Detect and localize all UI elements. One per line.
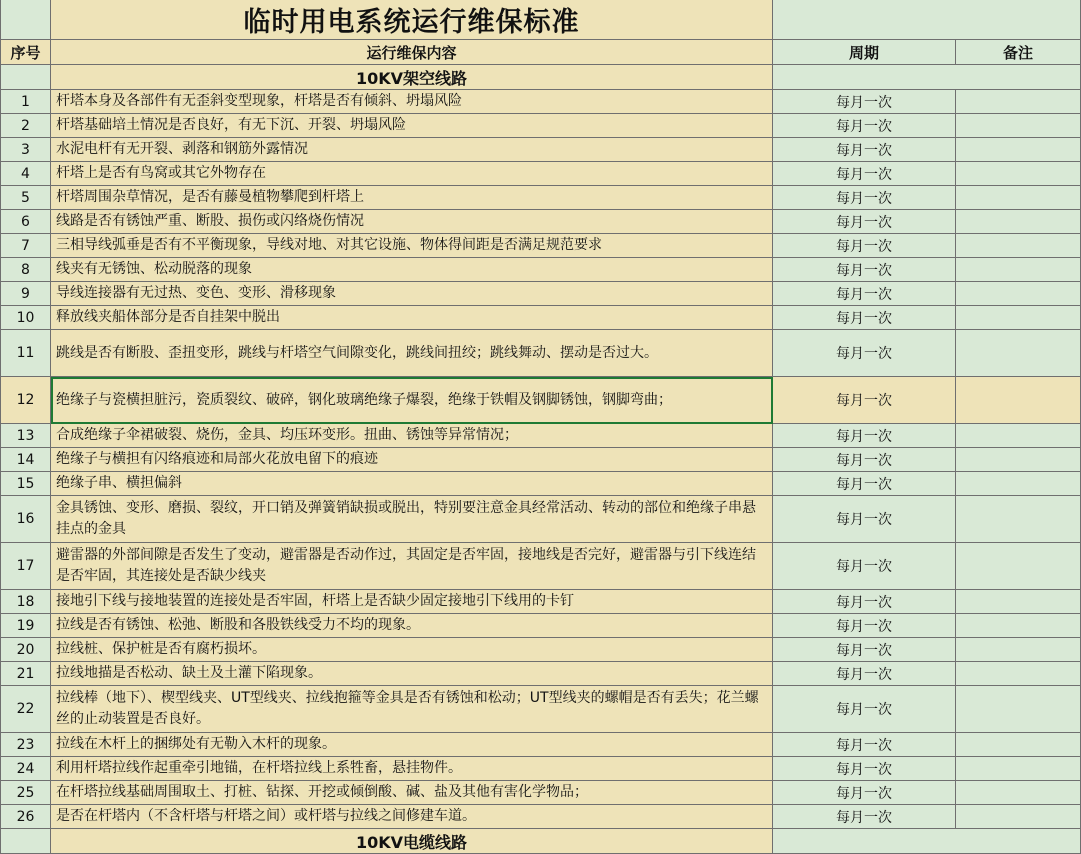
section-num-cell[interactable] bbox=[1, 829, 51, 854]
row-number-cell[interactable]: 10 bbox=[1, 306, 51, 330]
row-number-cell[interactable]: 12 bbox=[1, 377, 51, 424]
row-number-cell[interactable]: 19 bbox=[1, 614, 51, 638]
note-cell[interactable] bbox=[956, 282, 1081, 306]
note-cell[interactable] bbox=[956, 330, 1081, 377]
content-cell[interactable]: 拉线是否有锈蚀、松弛、断股和各股铁线受力不均的现象。 bbox=[51, 614, 773, 638]
row-number-cell[interactable]: 26 bbox=[1, 805, 51, 829]
period-cell[interactable]: 每月一次 bbox=[773, 258, 956, 282]
note-cell[interactable] bbox=[956, 733, 1081, 757]
table-row bbox=[1, 138, 1081, 162]
table-row bbox=[1, 496, 1081, 543]
note-cell[interactable] bbox=[956, 306, 1081, 330]
row-number-cell[interactable]: 7 bbox=[1, 234, 51, 258]
period-cell[interactable]: 每月一次 bbox=[773, 138, 956, 162]
period-cell[interactable]: 每月一次 bbox=[773, 686, 956, 733]
note-cell[interactable] bbox=[956, 781, 1081, 805]
table-row bbox=[1, 472, 1081, 496]
table-row bbox=[1, 234, 1081, 258]
table-row bbox=[1, 590, 1081, 614]
row-number-cell[interactable]: 21 bbox=[1, 662, 51, 686]
table-row bbox=[1, 424, 1081, 448]
table-row bbox=[1, 186, 1081, 210]
content-cell[interactable]: 杆塔本身及各部件有无歪斜变型现象，杆塔是否有倾斜、坍塌风险 bbox=[51, 90, 773, 114]
period-cell[interactable]: 每月一次 bbox=[773, 472, 956, 496]
header-period[interactable]: 周期 bbox=[773, 40, 956, 65]
note-cell[interactable] bbox=[956, 138, 1081, 162]
period-cell[interactable]: 每月一次 bbox=[773, 162, 956, 186]
note-cell[interactable] bbox=[956, 114, 1081, 138]
period-cell[interactable]: 每月一次 bbox=[773, 496, 956, 543]
table-row bbox=[1, 614, 1081, 638]
note-cell[interactable] bbox=[956, 805, 1081, 829]
note-cell[interactable] bbox=[956, 662, 1081, 686]
content-cell[interactable]: 三相导线弧垂是否有不平衡现象，导线对地、对其它设施、物体得间距是否满足规范要求 bbox=[51, 234, 773, 258]
row-number-cell[interactable]: 5 bbox=[1, 186, 51, 210]
period-cell[interactable]: 每月一次 bbox=[773, 377, 956, 424]
header-num[interactable]: 序号 bbox=[1, 40, 51, 65]
cell-a1[interactable] bbox=[1, 0, 51, 40]
period-cell[interactable]: 每月一次 bbox=[773, 543, 956, 590]
content-cell[interactable]: 拉线在木杆上的捆绑处有无勒入木杆的现象。 bbox=[51, 733, 773, 757]
row-number-cell[interactable]: 14 bbox=[1, 448, 51, 472]
content-cell[interactable]: 释放线夹船体部分是否自挂架中脱出 bbox=[51, 306, 773, 330]
period-cell[interactable]: 每月一次 bbox=[773, 114, 956, 138]
section-title-cable[interactable]: 10KV电缆线路 bbox=[51, 829, 773, 854]
row-number-cell[interactable]: 11 bbox=[1, 330, 51, 377]
row-number-cell[interactable]: 16 bbox=[1, 496, 51, 543]
row-number-cell[interactable]: 23 bbox=[1, 733, 51, 757]
period-cell[interactable]: 每月一次 bbox=[773, 448, 956, 472]
note-cell[interactable] bbox=[956, 590, 1081, 614]
note-cell[interactable] bbox=[956, 686, 1081, 733]
row-number-cell[interactable]: 1 bbox=[1, 90, 51, 114]
table-row bbox=[1, 805, 1081, 829]
table-row bbox=[1, 330, 1081, 377]
content-cell[interactable]: 线路是否有锈蚀严重、断股、损伤或闪络烧伤情况 bbox=[51, 210, 773, 234]
note-cell[interactable] bbox=[956, 162, 1081, 186]
content-cell[interactable]: 跳线是否有断股、歪扭变形，跳线与杆塔空气间隙变化，跳线间扭绞；跳线舞动、摆动是否过大。 bbox=[51, 330, 773, 377]
content-cell[interactable]: 是否在杆塔内（不含杆塔与杆塔之间）或杆塔与拉线之间修建车道。 bbox=[51, 805, 773, 829]
note-cell[interactable] bbox=[956, 543, 1081, 590]
period-cell[interactable]: 每月一次 bbox=[773, 282, 956, 306]
row-number-cell[interactable]: 17 bbox=[1, 543, 51, 590]
content-cell[interactable]: 利用杆塔拉线作起重牵引地锚，在杆塔拉线上系牲畜，悬挂物件。 bbox=[51, 757, 773, 781]
period-cell[interactable]: 每月一次 bbox=[773, 186, 956, 210]
note-cell[interactable] bbox=[956, 638, 1081, 662]
content-cell[interactable]: 拉线棒（地下）、楔型线夹、UT型线夹、拉线抱箍等金具是否有锈蚀和松动；UT型线夹的螺帽是否有丢失；花兰螺丝的止动装置是否良好。 bbox=[51, 686, 773, 733]
content-cell[interactable]: 拉线地描是否松动、缺土及土灌下陷现象。 bbox=[51, 662, 773, 686]
period-cell[interactable]: 每月一次 bbox=[773, 210, 956, 234]
section-row-cable bbox=[1, 829, 1081, 854]
period-cell[interactable]: 每月一次 bbox=[773, 234, 956, 258]
note-cell[interactable] bbox=[956, 757, 1081, 781]
content-cell[interactable]: 接地引下线与接地装置的连接处是否牢固，杆塔上是否缺少固定接地引下线用的卡钉 bbox=[51, 590, 773, 614]
content-cell[interactable]: 导线连接器有无过热、变色、变形、滑移现象 bbox=[51, 282, 773, 306]
content-cell[interactable]: 杆塔上是否有鸟窝或其它外物存在 bbox=[51, 162, 773, 186]
period-cell[interactable]: 每月一次 bbox=[773, 90, 956, 114]
content-cell[interactable]: 绝缘子与瓷横担脏污，瓷质裂纹、破碎，钢化玻璃绝缘子爆裂，绝缘于铁帽及钢脚锈蚀，钢脚弯曲； bbox=[51, 377, 773, 424]
section-num-cell[interactable] bbox=[1, 65, 51, 90]
content-cell[interactable]: 合成绝缘子伞裙破裂、烧伤，金具、均压环变形。扭曲、锈蚀等异常情况； bbox=[51, 424, 773, 448]
content-cell[interactable]: 在杆塔拉线基础周围取土、打桩、钻探、开挖或倾倒酸、碱、盐及其他有害化学物品； bbox=[51, 781, 773, 805]
row-number-cell[interactable]: 2 bbox=[1, 114, 51, 138]
content-cell[interactable]: 绝缘子与横担有闪络痕迹和局部火花放电留下的痕迹 bbox=[51, 448, 773, 472]
row-number-cell[interactable]: 6 bbox=[1, 210, 51, 234]
table-row bbox=[1, 162, 1081, 186]
period-cell[interactable]: 每月一次 bbox=[773, 733, 956, 757]
table-row bbox=[1, 114, 1081, 138]
period-cell[interactable]: 每月一次 bbox=[773, 330, 956, 377]
content-cell[interactable]: 杆塔周围杂草情况，是否有藤曼植物攀爬到杆塔上 bbox=[51, 186, 773, 210]
row-number-cell[interactable]: 8 bbox=[1, 258, 51, 282]
table-row bbox=[1, 377, 1081, 424]
table-row bbox=[1, 733, 1081, 757]
sheet-title[interactable]: 临时用电系统运行维保标准 bbox=[51, 0, 773, 40]
row-number-cell[interactable]: 13 bbox=[1, 424, 51, 448]
table-row bbox=[1, 258, 1081, 282]
content-cell[interactable]: 拉线桩、保护桩是否有腐朽损坏。 bbox=[51, 638, 773, 662]
row-number-cell[interactable]: 20 bbox=[1, 638, 51, 662]
note-cell[interactable] bbox=[956, 377, 1081, 424]
period-cell[interactable]: 每月一次 bbox=[773, 757, 956, 781]
row-number-cell[interactable]: 18 bbox=[1, 590, 51, 614]
row-number-cell[interactable]: 3 bbox=[1, 138, 51, 162]
row-number-cell[interactable]: 4 bbox=[1, 162, 51, 186]
table-row bbox=[1, 90, 1081, 114]
title-row bbox=[1, 0, 1081, 40]
period-cell[interactable]: 每月一次 bbox=[773, 306, 956, 330]
content-cell[interactable]: 绝缘子串、横担偏斜 bbox=[51, 472, 773, 496]
period-cell[interactable]: 每月一次 bbox=[773, 590, 956, 614]
note-cell[interactable] bbox=[956, 258, 1081, 282]
table-row bbox=[1, 306, 1081, 330]
note-cell[interactable] bbox=[956, 90, 1081, 114]
content-cell[interactable]: 避雷器的外部间隙是否发生了变动，避雷器是否动作过，其固定是否牢固，接地线是否完好，避雷器与引下线连结是否牢固，其连接处是否缺少线夹 bbox=[51, 543, 773, 590]
content-cell[interactable]: 杆塔基础培土情况是否良好，有无下沉、开裂、坍塌风险 bbox=[51, 114, 773, 138]
period-cell[interactable]: 每月一次 bbox=[773, 805, 956, 829]
section-side-cell[interactable] bbox=[773, 829, 1081, 854]
note-cell[interactable] bbox=[956, 448, 1081, 472]
row-number-cell[interactable]: 24 bbox=[1, 757, 51, 781]
note-cell[interactable] bbox=[956, 424, 1081, 448]
section-side-cell[interactable] bbox=[773, 65, 1081, 90]
period-cell[interactable]: 每月一次 bbox=[773, 614, 956, 638]
header-content[interactable]: 运行维保内容 bbox=[51, 40, 773, 65]
section-row-overhead bbox=[1, 65, 1081, 90]
period-cell[interactable]: 每月一次 bbox=[773, 662, 956, 686]
table-row bbox=[1, 686, 1081, 733]
table-row bbox=[1, 757, 1081, 781]
table-row bbox=[1, 448, 1081, 472]
header-row bbox=[1, 40, 1081, 65]
note-cell[interactable] bbox=[956, 210, 1081, 234]
table-row bbox=[1, 210, 1081, 234]
note-cell[interactable] bbox=[956, 186, 1081, 210]
content-cell[interactable]: 金具锈蚀、变形、磨损、裂纹，开口销及弹簧销缺损或脱出，特别要注意金具经常活动、转动的部位和绝缘子串悬挂点的金具 bbox=[51, 496, 773, 543]
cell-c1[interactable] bbox=[773, 0, 1081, 40]
note-cell[interactable] bbox=[956, 614, 1081, 638]
table-row bbox=[1, 662, 1081, 686]
note-cell[interactable] bbox=[956, 472, 1081, 496]
table-row bbox=[1, 543, 1081, 590]
period-cell[interactable]: 每月一次 bbox=[773, 781, 956, 805]
row-number-cell[interactable]: 22 bbox=[1, 686, 51, 733]
table-row bbox=[1, 282, 1081, 306]
period-cell[interactable]: 每月一次 bbox=[773, 638, 956, 662]
table-row bbox=[1, 638, 1081, 662]
row-number-cell[interactable]: 25 bbox=[1, 781, 51, 805]
note-cell[interactable] bbox=[956, 496, 1081, 543]
table-row bbox=[1, 781, 1081, 805]
period-cell[interactable]: 每月一次 bbox=[773, 424, 956, 448]
content-cell[interactable]: 水泥电杆有无开裂、剥落和钢筋外露情况 bbox=[51, 138, 773, 162]
row-number-cell[interactable]: 9 bbox=[1, 282, 51, 306]
note-cell[interactable] bbox=[956, 234, 1081, 258]
header-note[interactable]: 备注 bbox=[956, 40, 1081, 65]
section-title-overhead[interactable]: 10KV架空线路 bbox=[51, 65, 773, 90]
row-number-cell[interactable]: 15 bbox=[1, 472, 51, 496]
content-cell[interactable]: 线夹有无锈蚀、松动脱落的现象 bbox=[51, 258, 773, 282]
